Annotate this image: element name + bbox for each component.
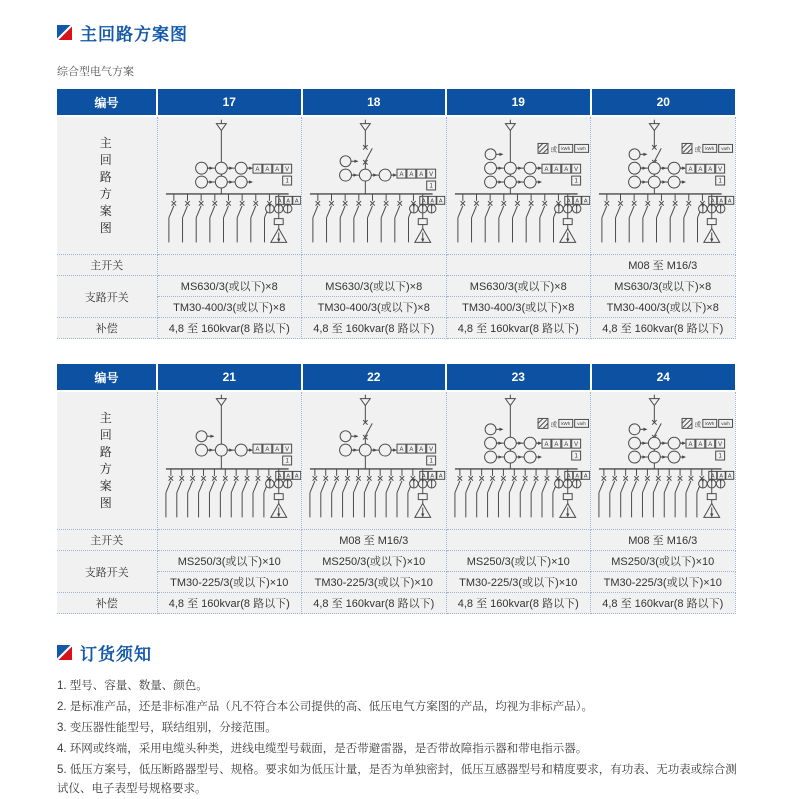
circuit-diagram-20 [591, 117, 735, 254]
svg-text:A: A [708, 166, 713, 173]
scheme-table-21-24 [57, 364, 736, 614]
main-switch-24: M08 至 M16/3 [591, 530, 736, 551]
svg-text:A: A [688, 441, 693, 448]
compensation-row [57, 318, 735, 339]
circuit-diagram-17 [158, 117, 302, 254]
branch-switch-row-1 [57, 551, 735, 572]
svg-text:A: A [264, 166, 269, 173]
row-label-diagram: 主回路方案图 [57, 116, 157, 255]
svg-text:V: V [284, 166, 289, 173]
svg-text:或: 或 [694, 421, 702, 429]
svg-text:A: A [566, 198, 571, 205]
svg-text:kWh: kWh [560, 145, 570, 151]
svg-text:V: V [284, 446, 289, 453]
col-header-scheme-23: 23 [446, 364, 591, 391]
compensation-20: 4,8 至 160kvar(8 路以下) [591, 318, 736, 339]
compensation-23: 4,8 至 160kvar(8 路以下) [446, 593, 591, 614]
circuit-diagram-18 [302, 117, 446, 254]
svg-text:A: A [419, 171, 424, 178]
svg-text:A: A [254, 446, 259, 453]
svg-text:V: V [573, 441, 578, 448]
branch-switch-row-2 [57, 297, 735, 318]
svg-text:A: A [719, 198, 724, 205]
svg-text:A: A [399, 446, 404, 453]
svg-text:A: A [277, 473, 282, 480]
branch-switch1-20: MS630/3(或以下)×8 [591, 276, 736, 297]
diagram-cell-22 [302, 391, 447, 530]
branch-switch1-21: MS250/3(或以下)×10 [157, 551, 302, 572]
row-label-compensation: 补偿 [57, 593, 157, 614]
svg-text:1: 1 [429, 183, 433, 190]
svg-text:A: A [719, 473, 724, 480]
svg-text:或: 或 [550, 421, 557, 429]
circuit-diagram-21 [158, 392, 302, 529]
col-header-scheme-21: 21 [157, 364, 302, 391]
diagram-row [57, 391, 735, 530]
svg-text:A: A [430, 198, 435, 205]
diagram-cell-19 [446, 116, 591, 255]
row-label-main-switch: 主开关 [57, 530, 157, 551]
diagram-cell-23 [446, 391, 591, 530]
note-item-3: 3. 变压器性能型号，联结组别，分接范围。 [57, 722, 277, 734]
col-header-scheme-19: 19 [446, 89, 591, 116]
svg-text:A: A [566, 473, 571, 480]
svg-text:1: 1 [574, 453, 578, 460]
section-flag-icon [57, 25, 72, 40]
main-switch-20: M08 至 M16/3 [591, 255, 736, 276]
branch-switch-row-1 [57, 276, 735, 297]
branch-switch1-19: MS630/3(或以下)×8 [446, 276, 591, 297]
main-switch-row [57, 530, 735, 551]
branch-switch2-17: TM30-400/3(或以下)×8 [157, 297, 302, 318]
svg-text:A: A [708, 441, 713, 448]
svg-text:A: A [583, 473, 588, 480]
diagram-cell-17 [157, 116, 302, 255]
circuit-diagram-19 [447, 117, 591, 254]
svg-text:A: A [563, 441, 568, 448]
svg-text:A: A [430, 473, 435, 480]
svg-text:A: A [727, 198, 732, 205]
svg-text:A: A [421, 198, 426, 205]
main-switch-19 [446, 255, 591, 276]
row-label-compensation: 补偿 [57, 318, 157, 339]
col-header-scheme-24: 24 [591, 364, 736, 391]
table-header-row [57, 89, 735, 116]
svg-text:A: A [543, 166, 548, 173]
svg-text:A: A [409, 171, 414, 178]
svg-text:A: A [710, 198, 715, 205]
main-switch-18 [302, 255, 447, 276]
branch-switch-row-2 [57, 572, 735, 593]
row-label-branch-switch: 支路开关 [57, 551, 157, 593]
compensation-24: 4,8 至 160kvar(8 路以下) [591, 593, 736, 614]
svg-text:1: 1 [718, 178, 722, 185]
row-label-diagram: 主回路方案图 [57, 391, 157, 530]
circuit-diagram-23 [447, 392, 591, 529]
svg-text:A: A [710, 473, 715, 480]
svg-text:A: A [421, 473, 426, 480]
svg-text:A: A [574, 473, 579, 480]
svg-text:A: A [399, 171, 404, 178]
svg-text:V: V [718, 441, 723, 448]
branch-switch1-17: MS630/3(或以下)×8 [157, 276, 302, 297]
svg-text:A: A [574, 198, 579, 205]
svg-text:A: A [277, 198, 282, 205]
row-label-main-switch: 主开关 [57, 255, 157, 276]
col-header-scheme-22: 22 [302, 364, 447, 391]
main-switch-22: M08 至 M16/3 [302, 530, 447, 551]
col-header-scheme-17: 17 [157, 89, 302, 116]
svg-text:varh: varh [576, 420, 586, 426]
svg-text:A: A [254, 166, 259, 173]
branch-switch2-22: TM30-225/3(或以下)×10 [302, 572, 447, 593]
svg-text:A: A [688, 166, 693, 173]
svg-text:V: V [429, 171, 434, 178]
branch-switch1-24: MS250/3(或以下)×10 [591, 551, 736, 572]
branch-switch2-20: TM30-400/3(或以下)×8 [591, 297, 736, 318]
svg-text:A: A [274, 446, 279, 453]
branch-switch1-22: MS250/3(或以下)×10 [302, 551, 447, 572]
scheme-table-17-20 [57, 89, 736, 339]
svg-text:V: V [429, 446, 434, 453]
diagram-cell-18 [302, 116, 447, 255]
svg-text:A: A [543, 441, 548, 448]
svg-text:1: 1 [429, 458, 433, 465]
svg-text:A: A [438, 198, 443, 205]
branch-switch2-21: TM30-225/3(或以下)×10 [157, 572, 302, 593]
page-subtitle: 综合型电气方案 [57, 66, 134, 78]
note-item-2: 2. 是标准产品，还是非标准产品（凡不符合本公司提供的高、低压电气方案图的产品，均视为非标产品）。 [57, 701, 594, 713]
main-switch-23 [446, 530, 591, 551]
svg-text:varh: varh [721, 420, 730, 426]
note-item-5: 5. 低压方案号，低压断路器型号、规格。要求如为低压计量，是否为单独密封，低压互感器型号和精度要求，有功表、无功表或综合测试仪、电子表型号规格要求。 [57, 764, 737, 795]
page-title-row [57, 20, 740, 45]
compensation-22: 4,8 至 160kvar(8 路以下) [302, 593, 447, 614]
svg-text:或: 或 [550, 146, 557, 154]
diagram-row [57, 116, 735, 255]
svg-text:A: A [285, 198, 290, 205]
branch-switch2-23: TM30-225/3(或以下)×10 [446, 572, 591, 593]
col-header-number: 编号 [57, 89, 157, 116]
svg-text:kWh: kWh [560, 420, 570, 426]
compensation-18: 4,8 至 160kvar(8 路以下) [302, 318, 447, 339]
svg-text:varh: varh [721, 145, 730, 151]
svg-text:A: A [553, 441, 558, 448]
circuit-diagram-22 [302, 392, 446, 529]
svg-text:1: 1 [718, 453, 722, 460]
svg-text:A: A [727, 473, 732, 480]
svg-text:A: A [438, 473, 443, 480]
svg-text:A: A [294, 473, 299, 480]
svg-text:1: 1 [574, 178, 578, 185]
svg-text:A: A [285, 473, 290, 480]
svg-text:V: V [718, 166, 723, 173]
compensation-row [57, 593, 735, 614]
compensation-21: 4,8 至 160kvar(8 路以下) [157, 593, 302, 614]
svg-text:varh: varh [576, 145, 586, 151]
main-switch-row [57, 255, 735, 276]
section-flag-icon [57, 645, 72, 660]
svg-text:V: V [573, 166, 578, 173]
diagram-cell-24 [591, 391, 736, 530]
branch-switch2-19: TM30-400/3(或以下)×8 [446, 297, 591, 318]
diagram-cell-21 [157, 391, 302, 530]
notes-title-row [57, 640, 740, 665]
branch-switch2-24: TM30-225/3(或以下)×10 [591, 572, 736, 593]
note-item-4: 4. 环网或终端，采用电缆头种类，进线电缆型号载面，是否带避雷器，是否带故障指示器和带电指示器。 [57, 743, 588, 755]
notes-title: 订货须知 [80, 645, 152, 664]
svg-text:kWh: kWh [705, 420, 715, 426]
col-header-scheme-18: 18 [302, 89, 447, 116]
notes-list [57, 677, 740, 799]
ordering-notes-section [57, 640, 740, 799]
svg-text:A: A [698, 166, 703, 173]
svg-text:kWh: kWh [705, 145, 715, 151]
main-switch-17 [157, 255, 302, 276]
svg-text:A: A [419, 446, 424, 453]
svg-text:A: A [583, 198, 588, 205]
svg-text:A: A [563, 166, 568, 173]
table-header-row [57, 364, 735, 391]
svg-text:1: 1 [285, 458, 289, 465]
compensation-19: 4,8 至 160kvar(8 路以下) [446, 318, 591, 339]
row-label-branch-switch: 支路开关 [57, 276, 157, 318]
svg-text:A: A [294, 198, 299, 205]
svg-text:A: A [553, 166, 558, 173]
svg-text:1: 1 [285, 178, 289, 185]
svg-text:A: A [698, 441, 703, 448]
circuit-diagram-24 [591, 392, 735, 529]
svg-text:或: 或 [694, 146, 702, 154]
svg-text:A: A [409, 446, 414, 453]
note-item-1: 1. 型号、容量、数量、颜色。 [57, 680, 208, 692]
diagram-cell-20 [591, 116, 736, 255]
col-header-number: 编号 [57, 364, 157, 391]
svg-text:A: A [264, 446, 269, 453]
branch-switch2-18: TM30-400/3(或以下)×8 [302, 297, 447, 318]
branch-switch1-23: MS250/3(或以下)×10 [446, 551, 591, 572]
page-title: 主回路方案图 [80, 25, 188, 44]
svg-text:A: A [274, 166, 279, 173]
main-switch-21 [157, 530, 302, 551]
branch-switch1-18: MS630/3(或以下)×8 [302, 276, 447, 297]
compensation-17: 4,8 至 160kvar(8 路以下) [157, 318, 302, 339]
col-header-scheme-20: 20 [591, 89, 736, 116]
